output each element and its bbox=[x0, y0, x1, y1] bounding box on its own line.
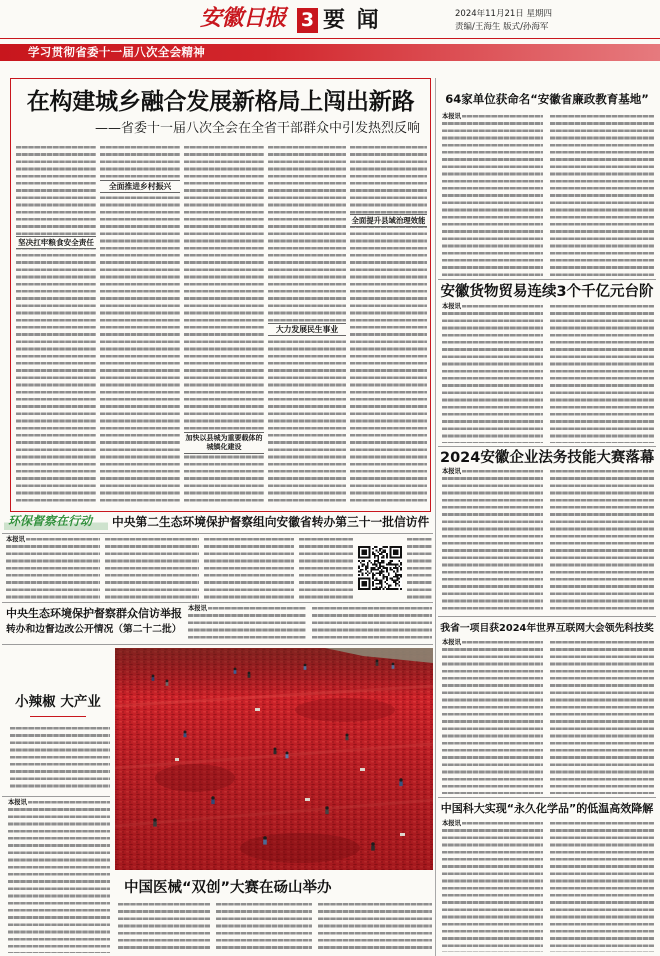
subhead-county-urbanization: 加快以县城为重要载体的城镇化建设 bbox=[184, 432, 264, 454]
editor-credits: 责编/王海生 版式/孙海军 bbox=[455, 22, 549, 32]
article-headline-legal-skills-contest: 2024安徽企业法务技能大赛落幕 bbox=[440, 450, 654, 466]
article-headline-internet-conference-award: 我省一项目获2024年世界互联网大会领先科技奖 bbox=[440, 623, 654, 634]
article-body bbox=[550, 822, 654, 952]
article-body bbox=[442, 305, 543, 443]
bottom-story-body bbox=[318, 903, 432, 953]
inspection-body bbox=[299, 538, 353, 599]
notice-title-line-1: 中央生态环境保护督察群众信访举报 bbox=[6, 607, 182, 620]
dateline-lead: 本报讯 bbox=[442, 639, 461, 646]
notice-title-line-2: 转办和边督边改公开情况（第二十二批） bbox=[6, 624, 182, 635]
lead-story-subheadline: ——省委十一届八次全会在全省干部群众中引发热烈反响 bbox=[94, 121, 420, 136]
article-headline-integrity-bases: 64家单位获命名“安徽省廉政教育基地” bbox=[445, 92, 649, 106]
dateline-lead: 本报讯 bbox=[6, 536, 25, 543]
qr-code-icon bbox=[358, 546, 402, 590]
bottom-story-body bbox=[8, 801, 110, 953]
topic-banner bbox=[0, 44, 660, 61]
dateline-lead: 本报讯 bbox=[442, 113, 461, 120]
photo-feature-title: 小辣椒 大产业 bbox=[15, 694, 101, 710]
article-headline-forever-chemicals: 中国科大实现“永久化学品”的低温高效降解 bbox=[440, 802, 654, 815]
lead-story-column-2 bbox=[100, 146, 180, 506]
article-body bbox=[550, 115, 654, 276]
article-headline-goods-trade: 安徽货物贸易连续3个千亿元台阶 bbox=[440, 284, 654, 300]
chili-field-photo bbox=[115, 648, 433, 870]
article-body bbox=[442, 641, 543, 794]
inspection-body bbox=[407, 538, 432, 599]
article-divider bbox=[438, 279, 656, 280]
section-divider bbox=[2, 644, 433, 645]
bottom-story-body bbox=[118, 903, 210, 953]
lead-story-column-5 bbox=[350, 146, 427, 506]
masthead-logo: 安徽日报 bbox=[200, 5, 287, 31]
dateline-lead: 本报讯 bbox=[188, 605, 207, 612]
notice-body bbox=[312, 607, 432, 640]
photo-caption bbox=[10, 727, 110, 791]
section-title: 要 闻 bbox=[323, 8, 381, 33]
lead-story-headline: 在构建城乡融合发展新格局上闯出新路 bbox=[26, 89, 415, 115]
lead-story-column-1 bbox=[16, 146, 96, 506]
article-body bbox=[442, 822, 543, 952]
lead-story-column-3 bbox=[184, 146, 264, 506]
subhead-rural-revitalization: 全面推进乡村振兴 bbox=[100, 180, 180, 193]
dateline-lead: 本报讯 bbox=[442, 303, 461, 310]
dateline-lead: 本报讯 bbox=[442, 468, 461, 475]
article-divider bbox=[438, 446, 656, 447]
lead-story-column-4 bbox=[268, 146, 346, 506]
article-body bbox=[550, 305, 654, 443]
section-divider bbox=[2, 533, 433, 534]
column-divider bbox=[435, 78, 436, 956]
article-body bbox=[442, 115, 543, 276]
subhead-grain-security: 坚决扛牢粮食安全责任 bbox=[16, 236, 96, 249]
masthead-divider bbox=[0, 38, 660, 39]
dateline-lead: 本报讯 bbox=[442, 820, 461, 827]
subhead-livelihood: 大力发展民生事业 bbox=[268, 323, 346, 336]
notice-body bbox=[188, 607, 306, 640]
article-body bbox=[550, 470, 654, 612]
topic-banner-label: 学习贯彻省委十一届八次全会精神 bbox=[28, 45, 205, 59]
inspection-headline: 中央第二生态环境保护督察组向安徽省转办第三十一批信访件 bbox=[112, 515, 430, 529]
article-body bbox=[550, 641, 654, 794]
subhead-county-governance: 全面提升县域治理效能 bbox=[351, 216, 426, 225]
title-underline bbox=[30, 716, 86, 717]
article-divider bbox=[438, 797, 656, 798]
article-body bbox=[442, 470, 543, 612]
bottom-story-body bbox=[216, 903, 312, 953]
page-number-badge: 3 bbox=[297, 8, 318, 33]
section-divider bbox=[2, 602, 433, 603]
issue-date: 2024年11月21日 星期四 bbox=[455, 9, 552, 19]
dateline-lead: 本报讯 bbox=[8, 799, 27, 806]
inspection-body bbox=[204, 538, 294, 599]
article-divider bbox=[438, 616, 656, 617]
inspection-body bbox=[6, 538, 100, 599]
bottom-story-headline: 中国医械“双创”大赛在砀山举办 bbox=[124, 880, 332, 896]
section-divider bbox=[2, 796, 110, 797]
column-label-environment-inspection: 环保督察在行动 bbox=[4, 513, 108, 530]
inspection-body bbox=[105, 538, 199, 599]
